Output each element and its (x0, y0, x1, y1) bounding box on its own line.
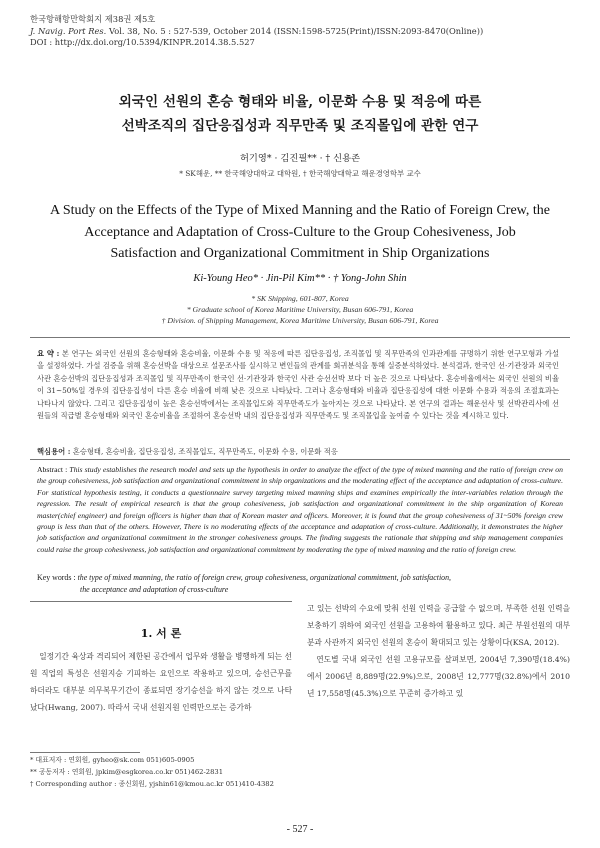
korean-keywords-label: 핵심용어 : (37, 447, 71, 456)
korean-keywords-text: 혼승형태, 혼승비율, 집단응집성, 조직몰입도, 직무만족도, 이문화 수용, 이문화 적응 (72, 447, 338, 456)
doi-link[interactable]: DOI : http://dx.doi.org/10.5394/KINPR.2014.38.5.527 (30, 37, 255, 48)
intro-paragraph-1: 일정기간 육상과 격리되어 제한된 공간에서 업무와 생활을 병행하게 되는 선원 직업의 특성은 선원지승 기피하는 요인으로 작용하고 있으며, 승선근무를 하더라도 대부분 의무복무기간이 종료되면 장기승선을 하지 않는 것으로 나타났다(Hwang, 2007). 따라서 국내 선원지원 인력만으로는 증가하 (30, 652, 292, 712)
korean-keywords (37, 447, 559, 457)
footnote-author-1: * 대표저자 : 연회원, gyheo@sk.com 051)605-0905 (30, 756, 195, 764)
intro-paragraph-3: 연도별 국내 외국인 선원 고용규모를 살펴보면, 2004년 7,390명(18.4%)에서 2006년 8,889명(22.9%)으로, 2008년 12,777명(32.8%)에서 2010년 17,558명(45.3%)으로 꾸준히 증가하고 있 (307, 655, 570, 698)
footnote-corresponding-author: † Corresponding author : 종신회원, yjshin61@kmou.ac.kr 051)410-4382 (30, 779, 274, 788)
korean-abstract-text: 본 연구는 외국인 선원의 혼승형태와 혼승비율, 이문화 수용 및 적응에 따른 집단응집성, 조직몰입 및 직무만족의 인과관계를 규명하기 위한 연구모형과 가설을 설정하였다. 가설 검증을 위해 혼승선박을 대상으로 설문조사를 실시하고 변인들의 관계를 회귀분석을 통해 실증분석하였다. 분석결과, 한국인 선·기관장과 외국인 사관 혼승선박의 집단응집성과 조직몰입 및 직무만족이 한국인 선·기관장과 한국인 사관 승선선박 보다 더 높은 것으로 나타났다. 혼승비율에서는 외국인 선원의 비율이 31~50%일 경우의 집단응집성이 다른 혼승 비율에 비해 낮은 것으로 나타났다. 그러나 혼승형태와 비율과 집단응집성에 대한 이문화 수용과 적응의 조절효과는 나타나지 않았다. 그리고 집단응집성이 높은 혼승선박에서는 조직몰입도와 직무만족도가 높아지는 것으로 나타났다. 본 연구의 결과는 해운선사 및 선박관리사에 선원들의 직급별 혼승형태와 외국인 혼승비율을 조절하여 혼승선박 내의 집단응집성과 직무만족도 및 조직몰입을 높여줄 수 있다는 것을 제시하고 있다. (37, 349, 559, 421)
footnote-divider (30, 752, 140, 753)
korean-title-line-2: 선박조직의 집단응집성과 직무만족 및 조직몰입에 관한 연구 (121, 118, 479, 134)
english-abstract-label: Abstract : (37, 465, 68, 474)
journal-volume-info: Vol. 38, No. 5 : 527-539, October 2014 (ISSN:1598-5725(Print)/ISSN:2093-8470(Online)) (106, 25, 484, 36)
english-affiliation-2: * Graduate school of Korea Maritime University, Busan 606-791, Korea (186, 305, 414, 314)
korean-title-line-1: 외국인 선원의 혼승 형태와 비율, 이문화 수용 및 적응에 따른 (118, 94, 482, 110)
english-title (30, 200, 570, 265)
journal-citation (30, 26, 483, 38)
korean-affiliations: * SK해운, ** 한국해양대학교 대학원, † 한국해양대학교 해운경영학부 교수 (179, 169, 421, 178)
body-column-left (30, 648, 292, 716)
divider-bottom (30, 601, 292, 602)
english-abstract (37, 464, 563, 555)
korean-abstract-label: 요 약 : (37, 349, 60, 358)
english-title-line-1: A Study on the Effects of the Type of Mixed Manning and the Ratio of Foreign Crew, the (50, 203, 550, 218)
korean-abstract (37, 348, 559, 422)
english-title-line-2: Acceptance and Adaptation of Cross-Culture to the Group Cohesiveness, Job (84, 224, 516, 240)
korean-authors: 허기영* · 김진필** · † 신용존 (239, 153, 361, 164)
footnote-author-2: ** 공동저자 : 연회원, jpkim@esgkorea.co.kr 051)462-2831 (30, 767, 224, 776)
english-authors: Ki-Young Heo* · Jin-Pil Kim** · † Yong-John Shin (193, 273, 407, 284)
body-column-right (307, 600, 570, 702)
english-keywords-line-2: the acceptance and adaptation of cross-culture (80, 585, 229, 594)
journal-name-korean: 한국항해항만학회지 제38권 제5호 (30, 14, 156, 24)
english-affiliation-3: † Division. of Shipping Management, Korea Maritime University, Busan 606-791, Korea (161, 316, 439, 325)
english-keywords-line-1: the type of mixed manning, the ratio of foreign crew, group cohesiveness, organizational commitment, job satisfaction, (77, 573, 452, 582)
journal-abbrev: J. Navig. Port Res. (30, 25, 107, 36)
divider-middle (30, 459, 570, 460)
english-keywords-label: Key words : (37, 573, 76, 582)
section-title-introduction: 1. 서 론 (140, 627, 182, 640)
english-keywords (37, 572, 563, 596)
english-affiliation-1: * SK Shipping, 601-807, Korea (251, 294, 349, 303)
divider-top (30, 337, 570, 338)
journal-header (30, 14, 483, 49)
english-abstract-text: This study establishes the research model and sets up the hypothesis in order to analyze the effect of the type of mixed manning and the ratio of foreign crew on the group cohesiveness, job satisfaction and organizational commitment in ship organizations and the moderating effect of the acceptance and adaptation of cross-culture. For statistical hypothesis testing, it conducts a questionnaire survey targeting mixed manning ships and examines empirically the inter-variables relation through the regression. The result of empirical research is that the group cohesiveness, job satisfaction and organizational commitment in the ship organization of Korean master(chief engineer) and foreign officers is higher than that of Korean master and officers. Moreover, it is found that the group cohesiveness of 31~50% foreign crew group is less than that of the others. However, There is no moderating effects of the acceptance and adaptation of cross-culture. Additionally, it demonstrates the higher job satisfaction and organizational commitment in the stronger cohesiveness groups. The finding suggests the rationale that shipping and ship management companies could raise the group cohesiveness, job satisfaction and organizational commitment by moderating the type of mixed manning and the ratio of foreign crew. (37, 465, 563, 554)
footnotes (30, 755, 570, 790)
intro-paragraph-2: 고 있는 선박의 수요에 맞춰 선원 인력을 공급할 수 없으며, 부족한 선원 인력을 보충하기 위하여 외국인 선원을 고용하여 활용하고 있다. 최근 부원선원의 대부분과 사관까지 외국인 선원의 혼승이 확대되고 있는 상황이다(KSA, 2012). (307, 604, 570, 647)
page-number: - 527 - (286, 824, 314, 835)
english-title-line-3: Satisfaction and Organizational Commitment in Ship Organizations (110, 246, 490, 262)
